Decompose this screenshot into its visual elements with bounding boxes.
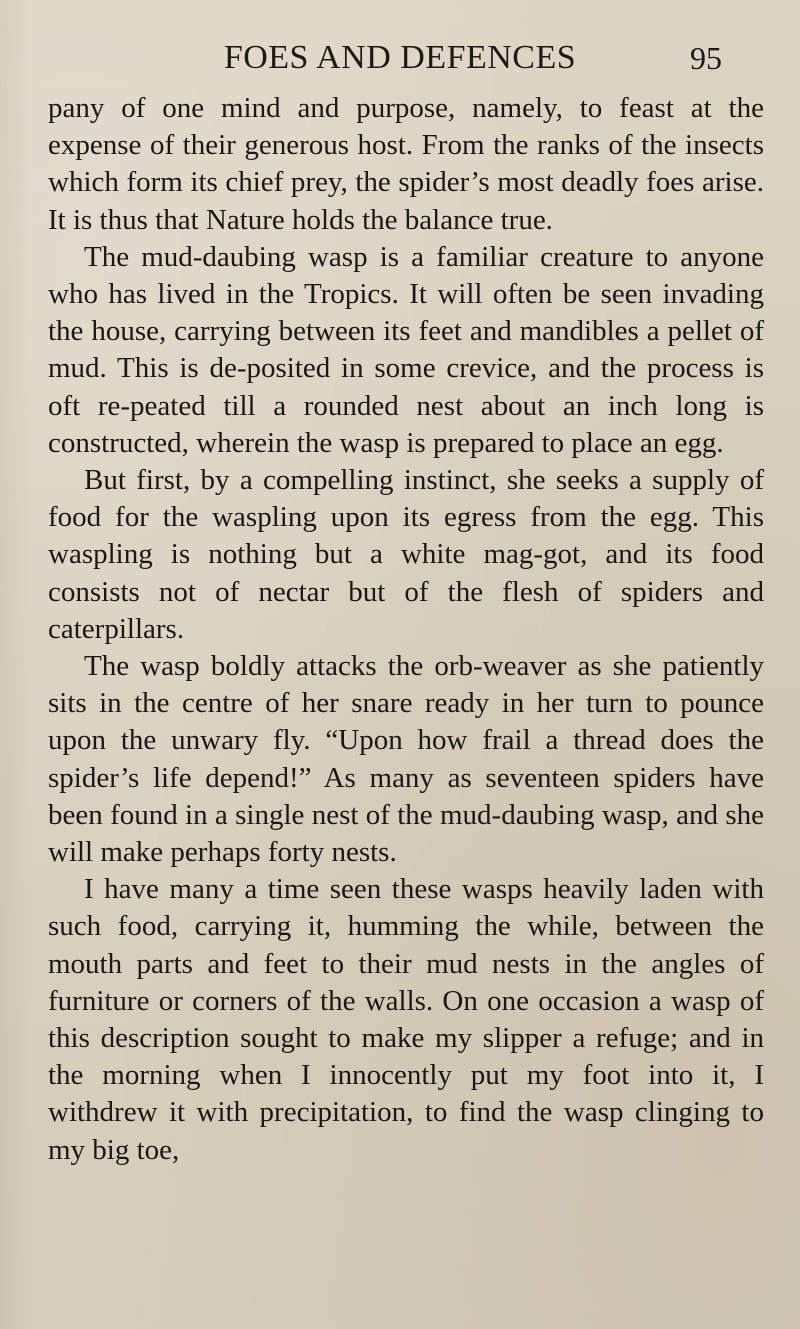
paragraph-continued: pany of one mind and purpose, namely, to feast at the expense of their generous host. From the ranks of the insects which form its chief prey, the spider’s most deadly foes arise. It is thus that Nature holds the balance true. <box>48 92 764 236</box>
page-number: 95 <box>690 40 722 76</box>
body-text <box>48 90 764 1169</box>
paragraph: The mud-daubing wasp is a familiar creature to anyone who has lived in the Tropics. It will often be seen invading the house, carrying between its feet and mandibles a pellet of mud. This is de-posited in some crevice, and the process is oft re-peated till a rounded nest about an inch long is constructed, wherein the wasp is prepared to place an egg. <box>48 240 764 459</box>
paragraph: The wasp boldly attacks the orb-weaver as she patiently sits in the centre of her snare ready in her turn to pounce upon the unwary fly. “Upon how frail a thread does the spider’s life depend!” As many as seventeen spiders have been found in a single nest of the mud-daubing wasp, and she will make perhaps forty nests. <box>48 650 764 869</box>
running-head <box>0 36 800 86</box>
paragraph: But first, by a compelling instinct, she seeks a supply of food for the waspling upon its egress from the egg. This waspling is nothing but a white mag-got, and its food consists not of nectar but of the flesh of spiders and caterpillars. <box>48 464 764 645</box>
running-title: FOES AND DEFENCES <box>223 39 577 76</box>
paragraph: I have many a time seen these wasps heavily laden with such food, carrying it, humming the while, between the mouth parts and feet to their mud nests in the angles of furniture or corners of the walls. On one occasion a wasp of this description sought to make my slipper a refuge; and in the morning when I innocently put my foot into it, I withdrew it with precipitation, to find the wasp clinging to my big toe, <box>48 873 764 1166</box>
